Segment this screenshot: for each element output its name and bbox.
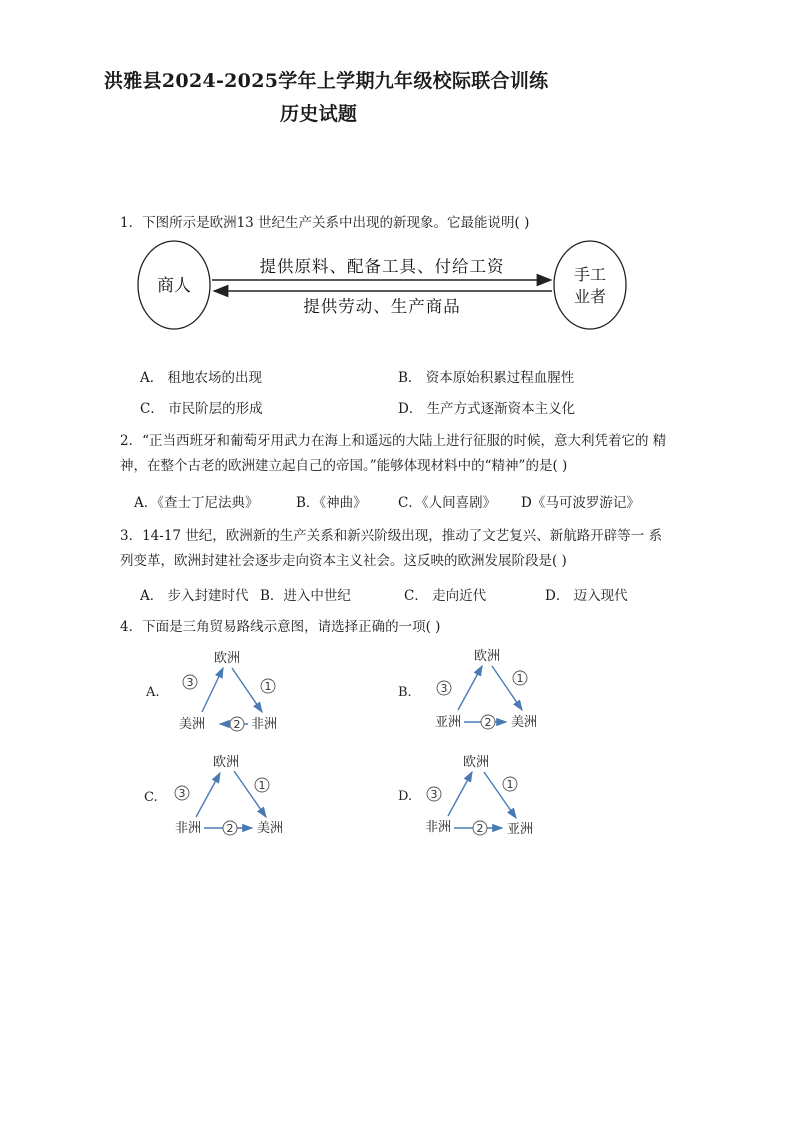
q1-stem: 1．下图所示是欧洲13 世纪生产关系中出现的新现象。它最能说明( )	[120, 215, 530, 231]
label-right: 美洲	[256, 821, 284, 836]
q2-stem-line2: 神，在整个古老的欧洲建立起自己的帝国。”能够体现材料中的“精神”的是( )	[120, 458, 568, 474]
bottom-arrow-label: 提供劳动、生产商品	[303, 297, 461, 316]
q3-stem-line2: 列变革，欧洲封建社会逐步走向资本主义社会。这反映的欧洲发展阶段是( )	[120, 553, 567, 569]
label-top: 欧洲	[473, 649, 501, 664]
label-right: 非洲	[250, 717, 278, 732]
q4-stem: 4．下面是三角贸易路线示意图，请选择正确的一项( )	[120, 619, 441, 635]
option-letter: C.	[144, 790, 158, 805]
route-3: 3	[178, 787, 186, 800]
exam-subtitle: 历史试题	[280, 103, 358, 125]
route-2: 2	[484, 716, 492, 729]
craftsman-label-line2: 业者	[573, 287, 607, 306]
label-top: 欧洲	[213, 651, 241, 666]
route-2: 2	[226, 822, 234, 835]
route-3: 3	[440, 682, 448, 695]
route-2: 2	[476, 822, 484, 835]
label-right: 美洲	[510, 715, 538, 730]
trade-diagram-d	[392, 748, 552, 848]
option-letter: B.	[398, 685, 412, 700]
q3-stem-line1: 3．14-17 世纪，欧洲新的生产关系和新兴阶级出现，推动了文艺复兴、新航路开辟等一 系	[120, 528, 663, 544]
q1-option-a: A． 租地农场的出现	[140, 370, 263, 386]
q1-option-d: D． 生产方式逐渐资本主义化	[398, 401, 576, 417]
q3-option-a: A． 步入封建时代	[140, 588, 249, 604]
route-1: 1	[516, 672, 524, 685]
route-2: 2	[233, 718, 241, 731]
route-1: 1	[258, 779, 266, 792]
q3-option-c: C． 走向近代	[404, 588, 487, 604]
label-top: 欧洲	[212, 755, 240, 770]
route-1: 1	[264, 680, 272, 693]
label-left: 非洲	[424, 820, 452, 835]
label-right: 亚洲	[506, 822, 534, 837]
q3-option-d: D． 迈入现代	[545, 588, 628, 604]
label-left: 非洲	[174, 821, 202, 836]
top-arrow-label: 提供原料、配备工具、付给工资	[259, 257, 505, 276]
route-3: 3	[186, 676, 194, 689]
q1-option-c: C． 市民阶层的形成	[140, 401, 263, 417]
craftsman-circle	[554, 241, 626, 329]
merchant-label: 商人	[157, 276, 191, 296]
q1-option-b: B． 资本原始积累过程血腥性	[398, 370, 575, 386]
exam-title: 洪雅县2024-2025学年上学期九年级校际联合训练	[104, 70, 549, 92]
craftsman-label-line1: 手工	[573, 265, 607, 284]
trade-diagram-a	[140, 640, 290, 740]
q2-option-a: A．《查士丁尼法典》	[134, 495, 259, 511]
route-3: 3	[430, 788, 438, 801]
trade-diagram-c	[140, 745, 300, 845]
label-left: 亚洲	[434, 715, 462, 730]
q1-diagram	[130, 240, 630, 335]
label-left: 美洲	[178, 717, 206, 732]
q2-option-c: C．《人间喜剧》	[398, 495, 497, 511]
q2-option-d: D《马可波罗游记》	[521, 495, 640, 511]
option-letter: A.	[146, 685, 160, 700]
label-top: 欧洲	[462, 755, 490, 770]
q2-option-b: B．《神曲》	[296, 495, 367, 511]
route-1: 1	[506, 778, 514, 791]
q3-option-b: B．进入中世纪	[260, 588, 351, 604]
trade-diagram-b	[392, 640, 552, 740]
q2-stem-line1: 2．“正当西班牙和葡萄牙用武力在海上和遥远的大陆上进行征服的时候，意大利凭着它的 精	[120, 433, 667, 449]
option-letter: D.	[398, 789, 413, 804]
